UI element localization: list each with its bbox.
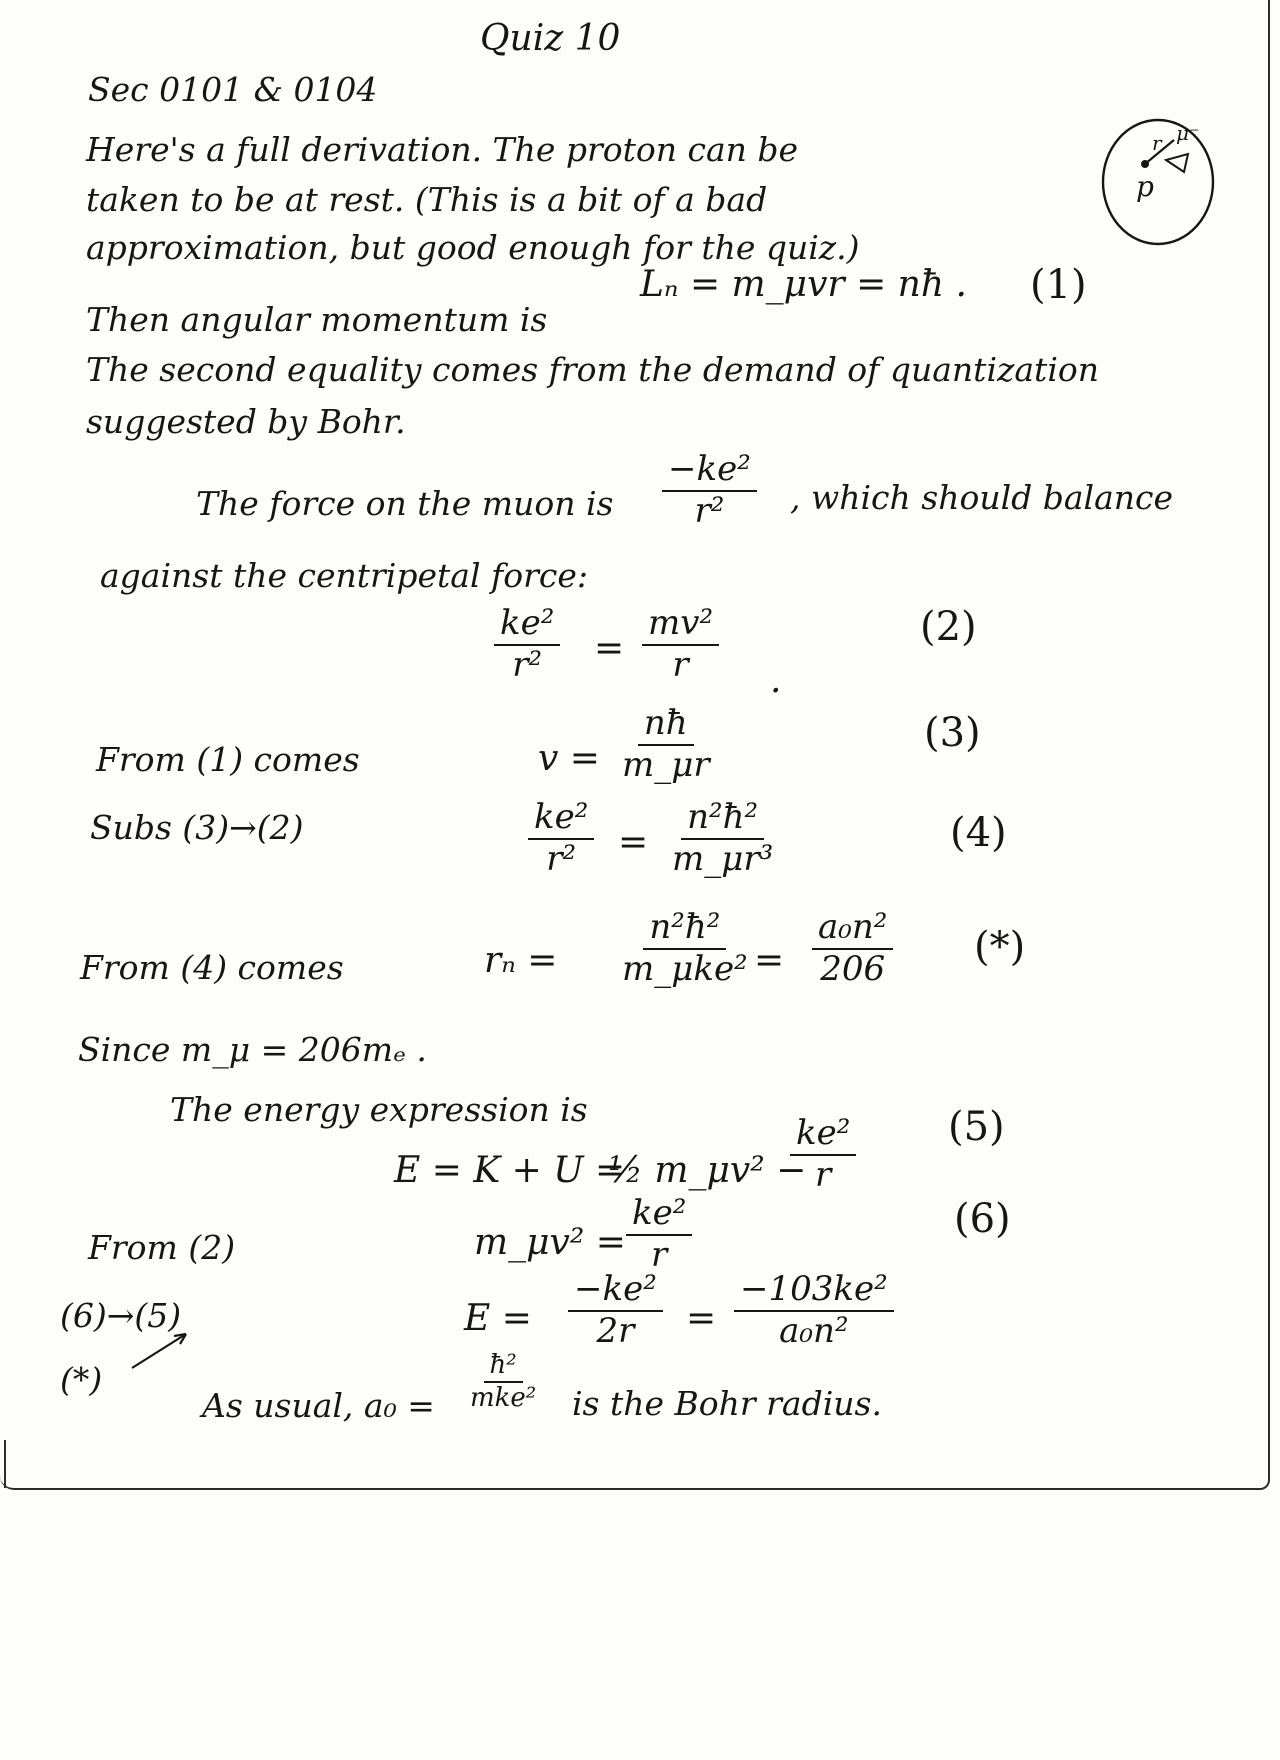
final-label-a: (6)→(5) xyxy=(60,1296,182,1335)
force-line2: against the centripetal force: xyxy=(100,556,588,595)
bohr-text-b: is the Bohr radius. xyxy=(572,1384,882,1423)
eq2-equals: = xyxy=(594,628,625,669)
bohr-f-den: mke² xyxy=(470,1383,537,1414)
eqstar-f2-den: 206 xyxy=(820,948,886,989)
eq2-rhs-num: mv² xyxy=(642,606,719,646)
arrow-icon xyxy=(130,1326,200,1376)
final-f1-num: −ke² xyxy=(568,1272,663,1312)
eq-number-1: (1) xyxy=(1030,262,1087,308)
bohr-fraction xyxy=(470,1352,536,1413)
eq3-label: From (1) comes xyxy=(96,740,360,779)
energy-f-den: r xyxy=(815,1154,832,1195)
final-equals: = xyxy=(686,1298,717,1339)
energy-eq-kinetic: ½ m_μv² − xyxy=(608,1150,807,1191)
final-f2-den: a₀n² xyxy=(779,1310,849,1351)
momentum-equation: Lₙ = m_μvr = nħ . xyxy=(640,264,967,305)
eq3-num: nħ xyxy=(638,706,694,746)
eq6-label: From (2) xyxy=(88,1228,236,1267)
eq2-lhs xyxy=(494,603,560,685)
eqstar-equals: = xyxy=(754,940,785,981)
eq3-fraction xyxy=(622,703,710,785)
eq-number-3: (3) xyxy=(924,710,981,756)
eq-number-5: (5) xyxy=(948,1104,1005,1150)
eq-number-2: (2) xyxy=(920,604,977,650)
eq2-lhs-num: ke² xyxy=(494,606,560,646)
eq4-lhs-den: r² xyxy=(546,838,577,879)
para2-line2: suggested by Bohr. xyxy=(86,402,406,441)
para2-line1: The second equality comes from the demand of quantization xyxy=(86,350,1099,389)
momentum-text: Then angular momentum is xyxy=(86,300,548,339)
final-label-b: (*) xyxy=(60,1360,103,1399)
eq4-label: Subs (3)→(2) xyxy=(90,808,304,847)
force-fraction xyxy=(662,449,757,531)
eq2-lhs-den: r² xyxy=(512,644,543,685)
force-numerator: −ke² xyxy=(662,452,757,492)
eqstar-f1-den: m_μke² xyxy=(622,948,748,989)
eq3-den: m_μr xyxy=(622,744,710,785)
eq2-rhs-den: r xyxy=(672,644,689,685)
eqstar-f2-num: a₀n² xyxy=(812,910,893,950)
eq6-fraction xyxy=(626,1193,692,1275)
force-text: The force on the muon is xyxy=(196,484,614,523)
eqstar-label: From (4) comes xyxy=(80,948,344,987)
energy-f-num: ke² xyxy=(790,1116,856,1156)
eq6-f-num: ke² xyxy=(626,1196,692,1236)
eq6-lhs: m_μv² = xyxy=(474,1222,626,1263)
eqstar-f1-num: n²ħ² xyxy=(643,910,726,950)
eq4-rhs xyxy=(672,797,774,879)
final-fraction2 xyxy=(734,1269,894,1351)
para1-line1: Here's a full derivation. The proton can be xyxy=(86,130,799,169)
eq2-dot: . xyxy=(770,660,782,701)
eq4-lhs-num: ke² xyxy=(528,800,594,840)
section-label: Sec 0101 & 0104 xyxy=(88,70,378,109)
label-r: r xyxy=(1152,131,1162,155)
energy-fraction xyxy=(790,1113,856,1195)
eqstar-fraction2 xyxy=(812,907,893,989)
eq3-lhs: v = xyxy=(538,738,600,779)
eq-number-6: (6) xyxy=(954,1196,1011,1242)
eq2-rhs xyxy=(642,603,719,685)
label-p: p xyxy=(1136,170,1154,203)
para1-line3: approximation, but good enough for the quiz.) xyxy=(86,228,860,267)
bohr-text-a: As usual, a₀ = xyxy=(202,1386,435,1425)
final-f1-den: 2r xyxy=(596,1310,635,1351)
proton-muon-diagram xyxy=(1096,120,1266,260)
eq-number-star: (*) xyxy=(974,924,1026,970)
eq4-equals: = xyxy=(618,822,649,863)
eq4-rhs-num: n²ħ² xyxy=(681,800,764,840)
triangle-icon xyxy=(1166,154,1188,172)
energy-eq-lhs: E = K + U = xyxy=(394,1150,626,1191)
eq-number-4: (4) xyxy=(950,810,1007,856)
eqstar-lhs: rₙ = xyxy=(484,940,558,981)
eq4-lhs xyxy=(528,797,594,879)
eqstar-fraction1 xyxy=(622,907,748,989)
label-muon: μ⁻ xyxy=(1176,121,1200,145)
page-title: Quiz 10 xyxy=(480,18,621,59)
since-line: Since m_μ = 206mₑ . xyxy=(78,1030,427,1069)
para1-line2: taken to be at rest. (This is a bit of a bad xyxy=(86,180,768,219)
final-f2-num: −103ke² xyxy=(734,1272,894,1312)
eq6-f-den: r xyxy=(651,1234,668,1275)
final-fraction1 xyxy=(568,1269,663,1351)
final-lhs: E = xyxy=(464,1298,532,1339)
force-tail: , which should balance xyxy=(790,478,1174,517)
page-edge xyxy=(4,1440,6,1488)
force-denominator: r² xyxy=(694,490,725,531)
eq4-rhs-den: m_μr³ xyxy=(672,838,774,879)
bohr-f-num: ħ² xyxy=(484,1352,523,1383)
energy-text: The energy expression is xyxy=(170,1090,588,1129)
